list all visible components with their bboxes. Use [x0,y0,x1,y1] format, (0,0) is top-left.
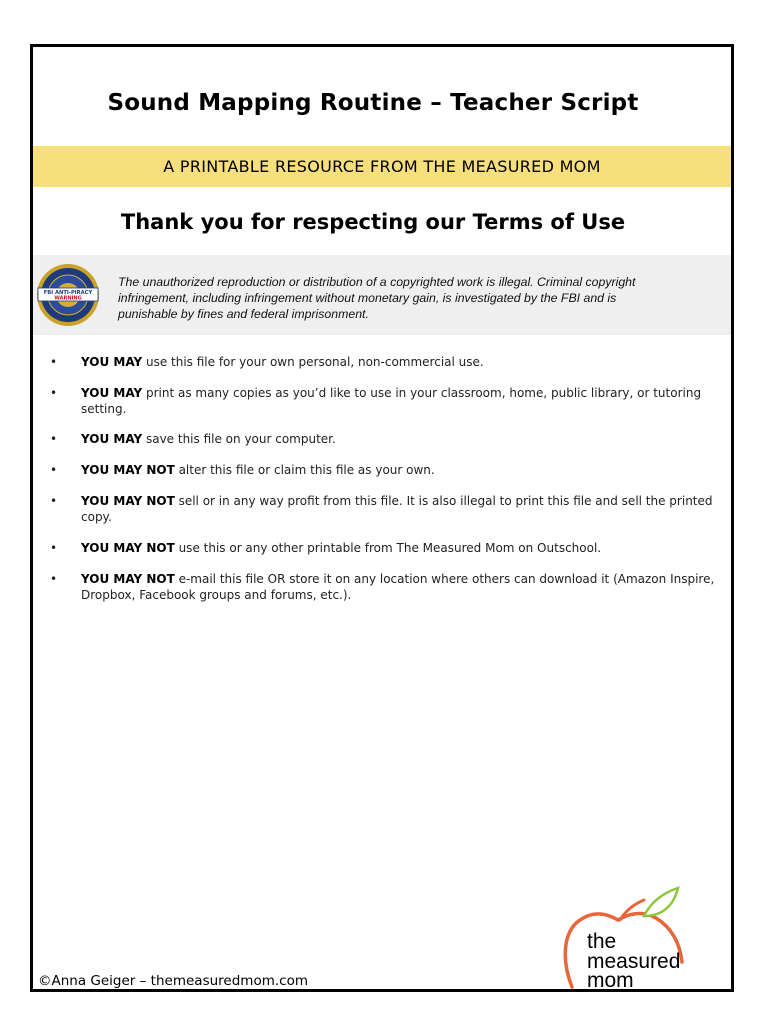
logo-line-3: mom [587,969,634,992]
banner-text: A PRINTABLE RESOURCE FROM THE MEASURED MOM [163,157,601,176]
list-item [50,431,732,447]
list-item [50,540,732,556]
rule-permission: YOU MAY [81,386,143,400]
list-item [50,571,732,603]
rule-permission: YOU MAY NOT [81,572,175,586]
terms-heading: Thank you for respecting our Terms of Use [120,210,626,234]
seal-text-bottom: WARNING [54,295,82,302]
logo-line-1: the [587,930,617,953]
copyright-footer: ©Anna Geiger – themeasuredmom.com [38,973,308,989]
list-item [50,493,732,525]
rule-text: save this file on your computer. [142,432,336,446]
apple-stem-icon [620,900,644,920]
rule-permission: YOU MAY [81,432,143,446]
bullet: • [50,355,58,369]
rule-permission: YOU MAY NOT [81,463,175,477]
copyright-warning-text: The unauthorized reproduction or distribution of a copyrighted work is illegal. Criminal copyright infringement, including infringement without monetary gain, is investigated by the FBI and is punishable by fines and federal imprisonment. [118,275,636,321]
seal-text-top: FBI ANTI-PIRACY [43,290,93,296]
rule-text: sell or in any way profit from this file. It is also illegal to print this file and sell the printed copy. [81,494,713,524]
rule-text: print as many copies as you’d like to use in your classroom, home, public library, or tutoring setting. [81,386,702,416]
rule-text: use this or any other printable from The Measured Mom on Outschool. [174,541,602,555]
bullet: • [50,572,58,586]
rule-text: e-mail this file OR store it on any location where others can download it (Amazon Inspire, Dropbox, Facebook groups and forums, etc.). [81,572,715,602]
list-item [50,354,732,370]
resource-banner [33,146,731,187]
leaf-icon [644,888,678,916]
fbi-anti-piracy-seal-icon [36,263,100,327]
list-item [50,462,732,478]
bullet: • [50,541,58,555]
logo-line-2: measured [587,950,681,973]
rule-text: alter this file or claim this file as your own. [174,463,435,477]
terms-list [50,354,732,617]
bullet: • [50,494,58,508]
page-title: Sound Mapping Routine – Teacher Script [107,90,639,116]
the-measured-mom-logo [560,882,720,992]
rule-permission: YOU MAY [81,355,143,369]
copyright-notice [33,255,731,335]
bullet: • [50,432,58,446]
bullet: • [50,463,58,477]
rule-permission: YOU MAY NOT [81,494,175,508]
list-item [50,385,732,417]
rule-text: use this file for your own personal, non-commercial use. [142,355,484,369]
bullet: • [50,386,58,400]
rule-permission: YOU MAY NOT [81,541,175,555]
